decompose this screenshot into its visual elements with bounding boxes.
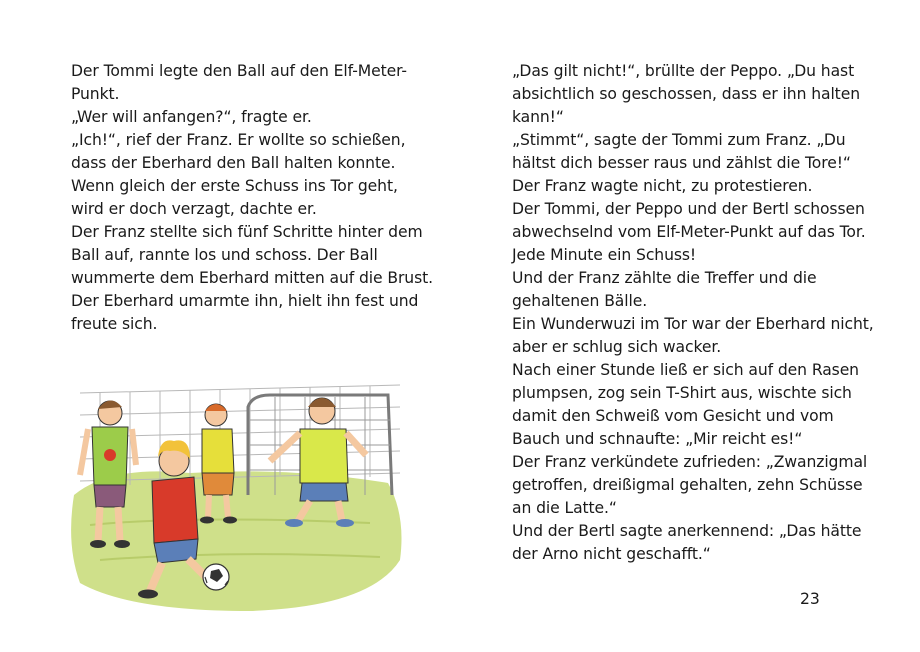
text-line: abwechselnd vom Elf-Meter-Punkt auf das Tor. (512, 223, 866, 241)
text-line: Und der Bertl sagte anerkennend: „Das hätte (512, 522, 862, 540)
text-line: Nach einer Stunde ließ er sich auf den Rasen (512, 361, 859, 379)
text-line: plumpsen, zog sein T-Shirt aus, wischte sich (512, 384, 852, 402)
text-line: „Stimmt“, sagte der Tommi zum Franz. „Du (512, 131, 846, 149)
text-line: Der Franz verkündete zufrieden: „Zwanzigmal (512, 453, 868, 471)
text-line: Der Franz stellte sich fünf Schritte hinter dem (71, 223, 423, 241)
text-line: an die Latte.“ (512, 499, 617, 517)
text-line: der Arno nicht geschafft.“ (512, 545, 711, 563)
text-line: aber er schlug sich wacker. (512, 338, 722, 356)
text-line: wird er doch verzagt, dachte er. (71, 200, 317, 218)
left-text-column (71, 60, 433, 336)
text-line: „Ich!“, rief der Franz. Er wollte so schießen, (71, 131, 406, 149)
text-line: Der Tommi legte den Ball auf den Elf-Meter- (71, 62, 407, 80)
right-text-column (512, 60, 874, 566)
text-line: Der Franz wagte nicht, zu protestieren. (512, 177, 813, 195)
text-line: absichtlich so geschossen, dass er ihn halten (512, 85, 860, 103)
text-line: freute sich. (71, 315, 158, 333)
page-number: 23 (800, 590, 820, 608)
text-line: dass der Eberhard den Ball halten konnte. (71, 154, 396, 172)
text-line: Ein Wunderwuzi im Tor war der Eberhard nicht, (512, 315, 874, 333)
text-line: kann!“ (512, 108, 564, 126)
text-line: Der Tommi, der Peppo und der Bertl schossen (512, 200, 865, 218)
text-line: Punkt. (71, 85, 120, 103)
text-line: hältst dich besser raus und zählst die Tore!“ (512, 154, 851, 172)
soccer-ball (203, 564, 229, 590)
text-line: „Wer will anfangen?“, fragte er. (71, 108, 312, 126)
text-line: wummerte dem Eberhard mitten auf die Brust. (71, 269, 433, 287)
text-line: Der Eberhard umarmte ihn, hielt ihn fest und (71, 292, 419, 310)
text-line: Bauch und schnaufte: „Mir reicht es!“ (512, 430, 803, 448)
text-line: „Das gilt nicht!“, brüllte der Peppo. „Du hast (512, 62, 855, 80)
text-line: Jede Minute ein Schuss! (512, 246, 697, 264)
text-line: Und der Franz zählte die Treffer und die (512, 269, 817, 287)
soccer-kids-illustration-icon (70, 345, 410, 615)
text-line: getroffen, dreißigmal gehalten, zehn Schüsse (512, 476, 863, 494)
text-line: Ball auf, rannte los und schoss. Der Ball (71, 246, 378, 264)
text-line: gehaltenen Bälle. (512, 292, 648, 310)
text-line: damit den Schweiß vom Gesicht und vom (512, 407, 834, 425)
text-line: Wenn gleich der erste Schuss ins Tor geht, (71, 177, 398, 195)
